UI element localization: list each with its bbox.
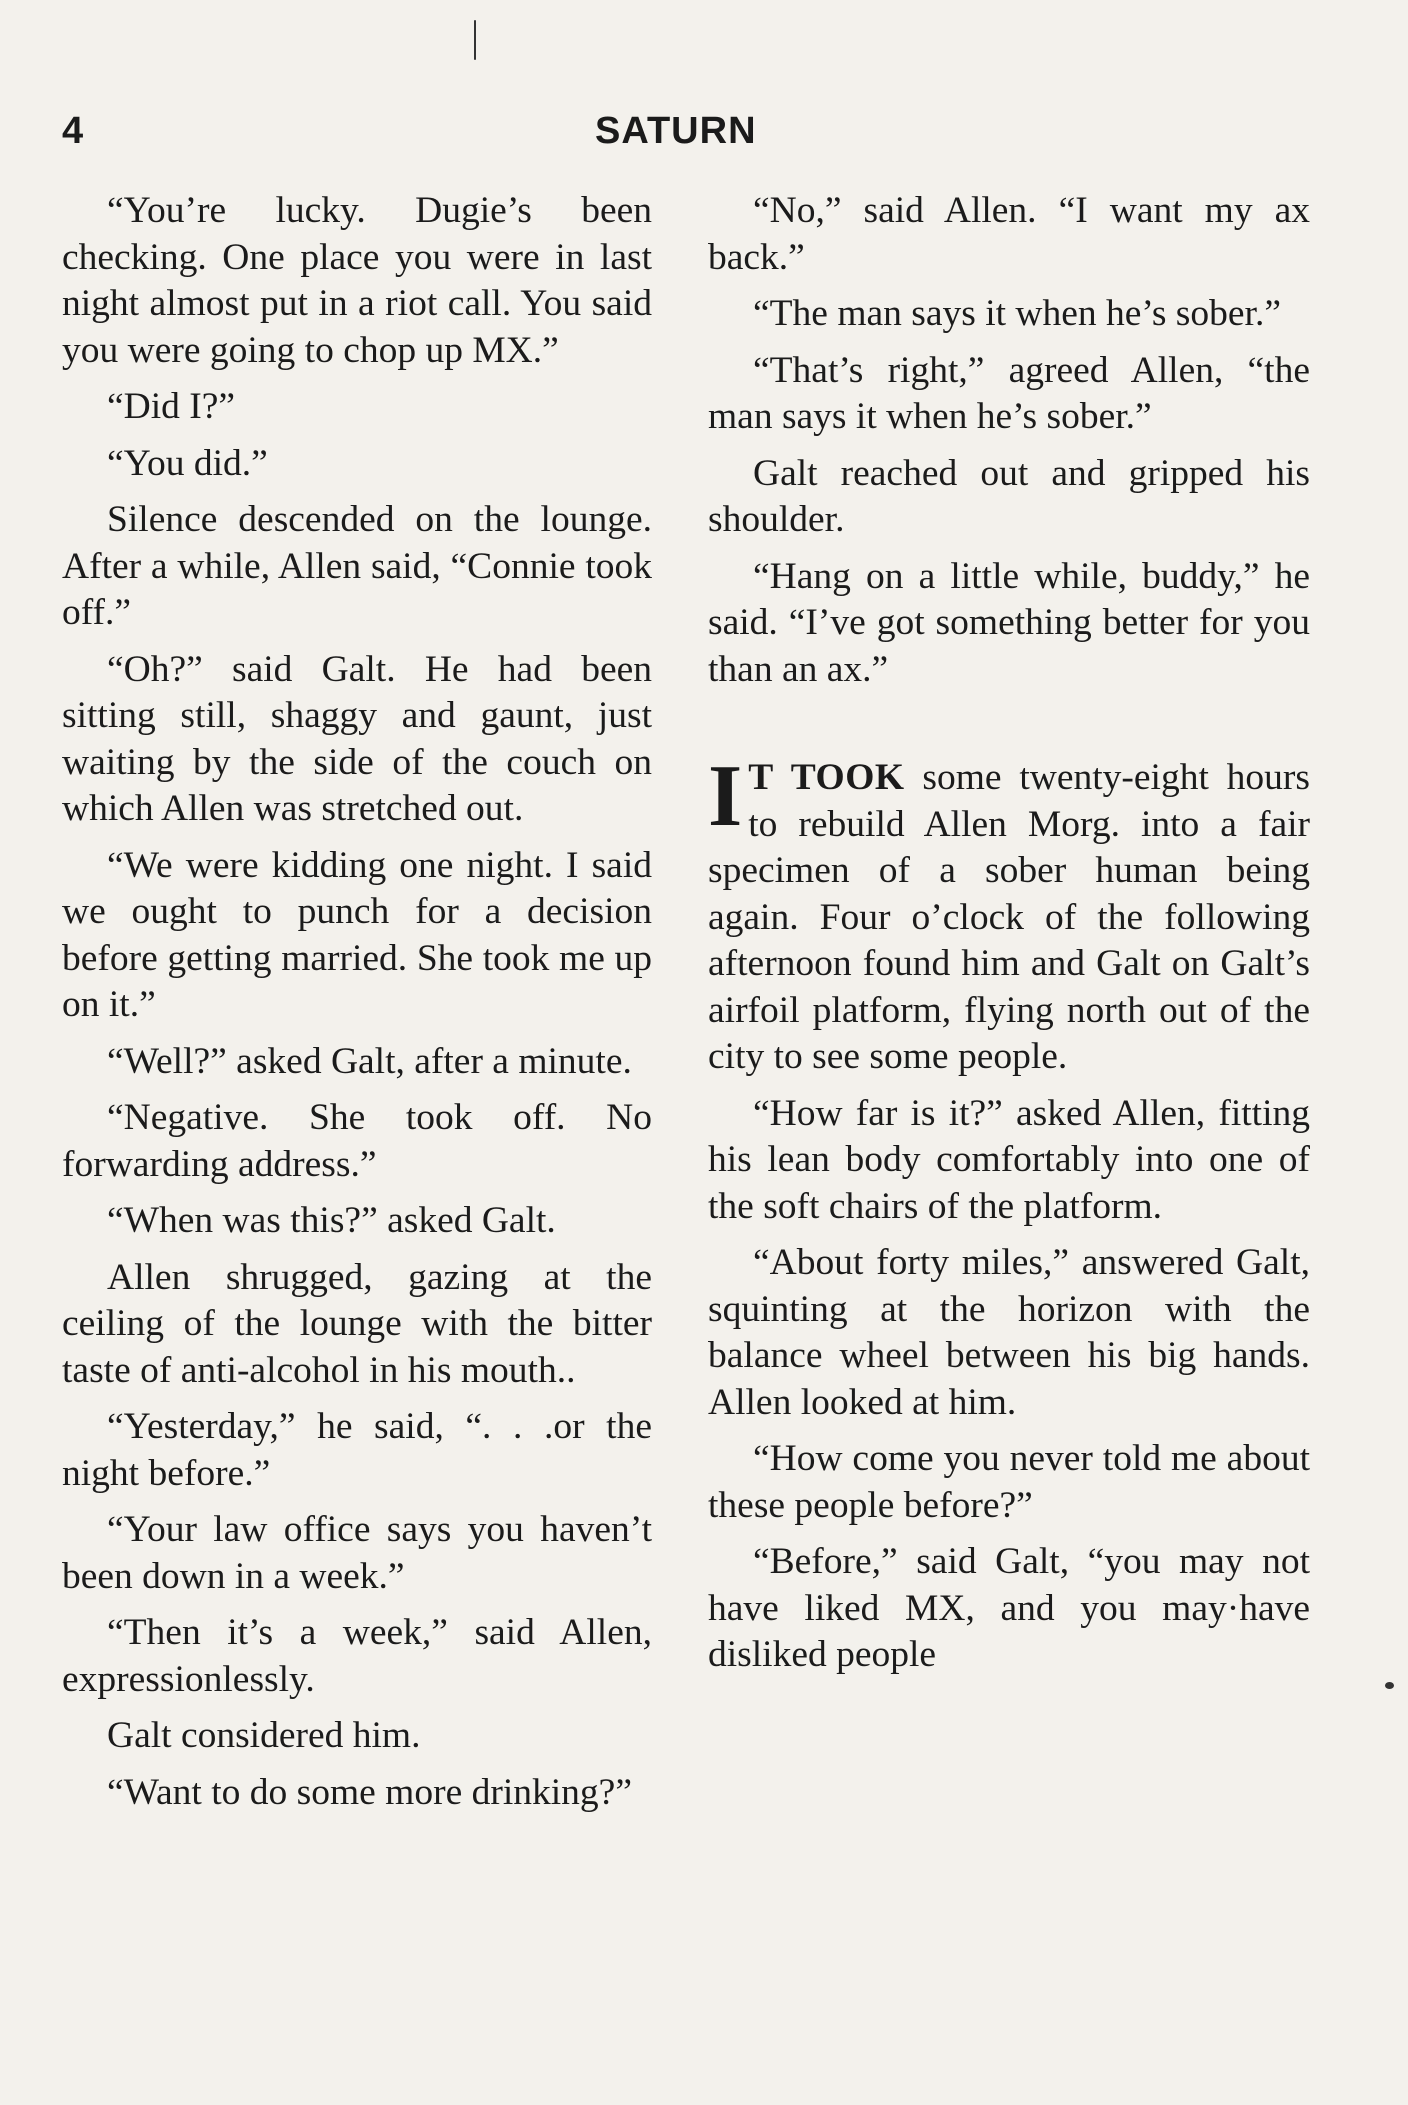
paragraph: Galt considered him. xyxy=(107,1715,421,1756)
paragraph: “The man says it when he’s sober.” xyxy=(753,293,1281,334)
paragraph: “Negative. She took off. No forwarding address.” xyxy=(62,1097,652,1185)
paragraph: “Did I?” xyxy=(107,386,236,427)
paragraph: “Hang on a little while, buddy,” he said. “I’ve got something better for you than an ax.” xyxy=(708,555,1310,690)
paragraph: “Oh?” said Galt. He had been sitting still, shaggy and gaunt, just waiting by the side of the couch on which Allen was stretched out. xyxy=(62,648,652,829)
page-number: 4 xyxy=(62,110,84,152)
drop-cap: I xyxy=(708,748,743,845)
paragraph: Allen shrugged, gazing at the ceiling of the lounge with the bitter taste of anti-alcohol in his mouth.. xyxy=(62,1256,652,1391)
ink-speck xyxy=(474,20,476,60)
paragraph: “Then it’s a week,” said Allen, expressionlessly. xyxy=(62,1612,652,1700)
opening-text: some twenty-eight hours to rebuild Allen Morg. into a fair specimen of a sober human being again. Four o’clock of the following afternoon found him and Galt on Galt’s airfoil platform, flying north out of the city to see some people. xyxy=(708,757,1310,1077)
paragraph: “When was this?” asked Galt. xyxy=(107,1200,556,1241)
paragraph: Galt reached out and gripped his shoulder. xyxy=(708,452,1310,540)
lead-in: T TOOK xyxy=(748,757,905,798)
paragraph: “We were kidding one night. I said we ought to punch for a decision before getting married. She took me up on it.” xyxy=(62,844,652,1025)
paragraph: “How far is it?” asked Allen, fitting his lean body comfortably into one of the soft chairs of the platform. xyxy=(708,1092,1310,1227)
paragraph: “You did.” xyxy=(107,442,268,484)
paragraph: “Before,” said Galt, “you may not have liked MX, and you may·have disliked people xyxy=(708,1541,1310,1675)
section-opening-paragraph xyxy=(708,748,1310,1081)
paragraph: “That’s right,” agreed Allen, “the man says it when he’s sober.” xyxy=(708,349,1310,437)
paragraph: “You’re lucky. Dugie’s been checking. One place you were in last night almost put in a riot call. You said you were going to chop up MX.” xyxy=(62,190,652,371)
ink-speck xyxy=(1385,1682,1394,1689)
right-column xyxy=(708,188,1310,1689)
paragraph: “Your law office says you haven’t been down in a week.” xyxy=(62,1509,652,1597)
paragraph: “How come you never told me about these people before?” xyxy=(708,1438,1310,1526)
section-break xyxy=(708,703,1310,755)
paragraph: Silence descended on the lounge. After a while, Allen said, “Connie took off.” xyxy=(62,499,652,633)
running-head: SATURN xyxy=(595,110,757,152)
left-column xyxy=(62,188,652,1826)
paragraph: “Well?” asked Galt, after a minute. xyxy=(107,1040,632,1082)
page-header xyxy=(0,110,1408,160)
paragraph: “Yesterday,” he said, “. . .or the night before.” xyxy=(62,1406,652,1494)
paragraph: “About forty miles,” answered Galt, squinting at the horizon with the balance wheel between his big hands. Allen looked at him. xyxy=(708,1242,1310,1423)
paragraph: “No,” said Allen. “I want my ax back.” xyxy=(708,190,1310,278)
paragraph: “Want to do some more drinking?” xyxy=(107,1771,632,1813)
